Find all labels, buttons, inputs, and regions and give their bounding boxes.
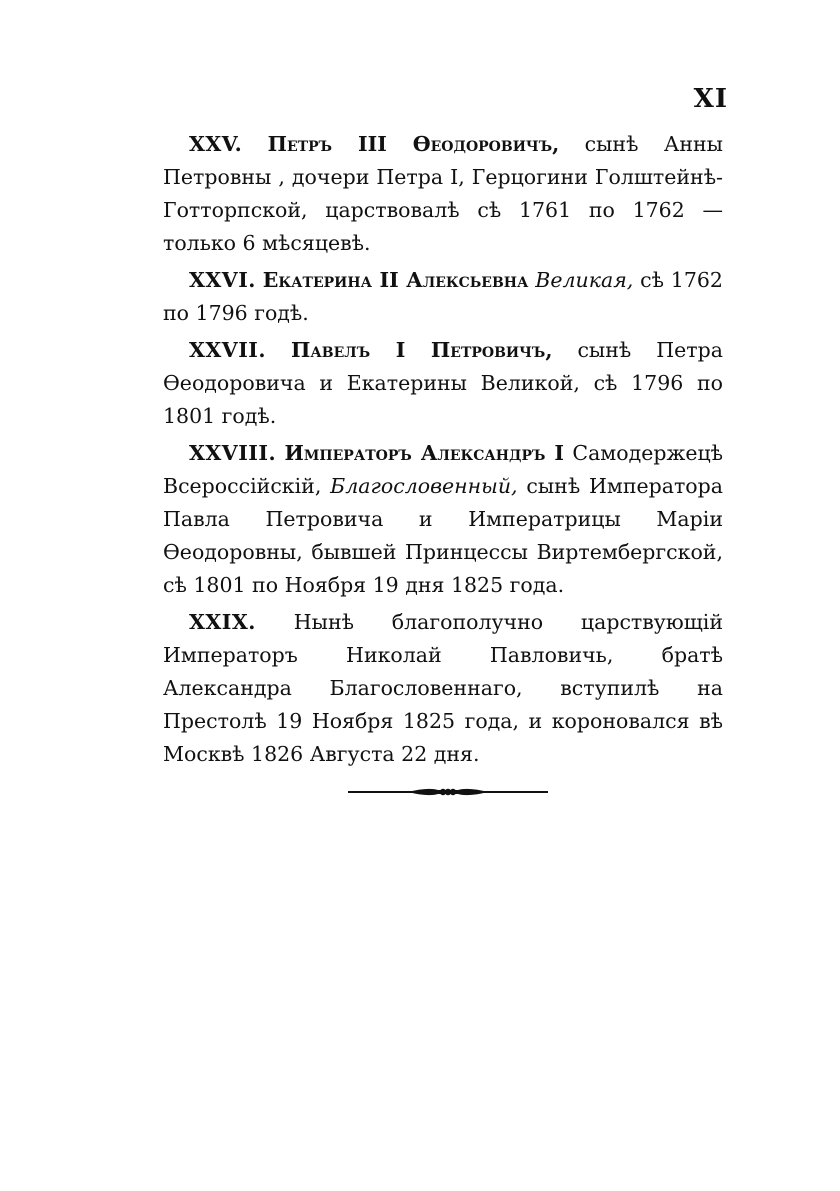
entry-xxix — [163, 606, 723, 771]
entry-text: сынѣ Императора Павла Петровича и Императрицы Маріи Өеодоровны, бывшей Принцессы Виртембергской, сѣ 1801 по Ноября 19 дня 1825 года. — [163, 474, 723, 597]
entry-text: сынѣ Анны Петровны , дочери Петра I, Герцогини Голштейнѣ-Готторпской, царствовалѣ сѣ 1761 по 1762 — только 6 мѣсяцевѣ. — [163, 132, 723, 255]
ornament-divider-icon — [348, 782, 548, 802]
entry-numeral: XXVII. — [189, 338, 267, 362]
entry-numeral: XXV. — [189, 132, 243, 156]
entry-xxv — [163, 128, 723, 260]
entry-text: сѣ 1762 по 1796 годѣ. — [163, 268, 723, 325]
ruler-epithet: Благословенный, — [330, 474, 518, 498]
ruler-epithet: Великая, — [535, 268, 634, 292]
entry-numeral: XXVI. — [189, 268, 256, 292]
ruler-name: Павелъ I Петровичъ, — [291, 338, 553, 362]
entry-text-lead: Самодержецѣ Всероссійскій, — [163, 441, 723, 498]
entry-xxviii — [163, 437, 723, 602]
entry-xxvii — [163, 334, 723, 433]
ruler-name: Петръ III Өеодоровичъ, — [267, 132, 560, 156]
ruler-name: Екатерина II Алексьевна — [262, 268, 529, 292]
ruler-name: Императоръ Александръ I — [284, 441, 564, 465]
entry-text: сынѣ Петра Өеодоровича и Екатерины Великой, сѣ 1796 по 1801 годѣ. — [163, 338, 723, 428]
entry-text: Нынѣ благополучно царствующій Императоръ Николай Павловичь, братѣ Александра Благословеннаго, вступилѣ на Престолѣ 19 Ноября 1825 года, и короновался вѣ Москвѣ 1826 Августа 22 дня. — [163, 610, 723, 766]
entry-numeral: XXVIII. — [189, 441, 277, 465]
document-body — [163, 128, 723, 775]
entry-xxvi — [163, 264, 723, 330]
entry-numeral: XXIX. — [189, 610, 256, 634]
page-number: XI — [693, 84, 728, 114]
